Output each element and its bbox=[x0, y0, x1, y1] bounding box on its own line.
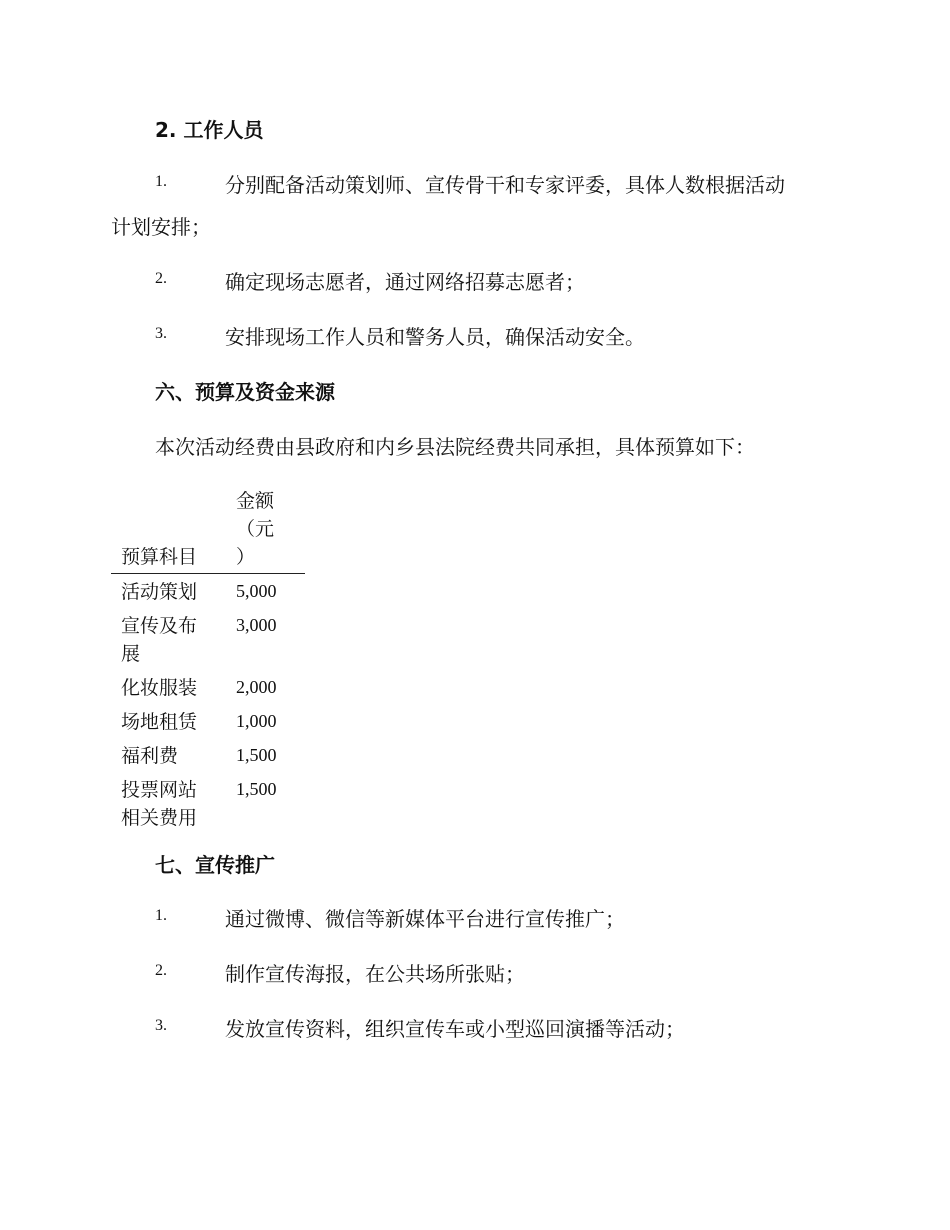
list-item-number: 1. bbox=[155, 907, 167, 924]
table-cell-amount: 1,000 bbox=[236, 711, 277, 731]
list-item-number: 1. bbox=[155, 173, 167, 190]
section-heading-staff: 2. 工作人员 bbox=[155, 118, 264, 142]
table-cell-item: 宣传及布 bbox=[121, 615, 198, 637]
list-item-text: 安排现场工作人员和警务人员，确保活动安全。 bbox=[225, 325, 645, 349]
table-cell-amount: 2,000 bbox=[236, 677, 277, 697]
budget-intro-paragraph: 本次活动经费由县政府和内乡县法院经费共同承担，具体预算如下： bbox=[155, 435, 755, 459]
section-heading-budget: 六、预算及资金来源 bbox=[155, 380, 335, 404]
list-item-text: 制作宣传海报，在公共场所张贴； bbox=[225, 962, 525, 986]
list-item-number: 2. bbox=[155, 270, 167, 287]
section-heading-promotion: 七、宣传推广 bbox=[155, 853, 275, 877]
list-item-text: 确定现场志愿者，通过网络招募志愿者； bbox=[225, 270, 585, 294]
table-cell-item: 活动策划 bbox=[121, 581, 198, 603]
table-cell-item: 投票网站 bbox=[121, 779, 198, 801]
list-item-number: 3. bbox=[155, 1017, 167, 1034]
table-cell-amount: 5,000 bbox=[236, 581, 277, 601]
table-cell-amount: 3,000 bbox=[236, 615, 277, 635]
table-header-amount: （元 bbox=[236, 518, 275, 540]
list-item-text-continuation: 计划安排； bbox=[111, 215, 211, 239]
table-cell-item: 福利费 bbox=[121, 745, 179, 767]
list-item-text: 分别配备活动策划师、宣传骨干和专家评委，具体人数根据活动 bbox=[225, 173, 785, 197]
list-item-text: 通过微博、微信等新媒体平台进行宣传推广； bbox=[225, 907, 625, 931]
table-cell-item: 场地租赁 bbox=[121, 711, 198, 733]
table-header-amount: 金额 bbox=[236, 490, 275, 512]
list-item-number: 3. bbox=[155, 325, 167, 342]
table-cell-item: 相关费用 bbox=[121, 807, 198, 829]
table-cell-item: 展 bbox=[121, 643, 141, 665]
table-cell-item: 化妆服装 bbox=[121, 677, 198, 699]
table-header-rule bbox=[111, 573, 305, 574]
list-item-number: 2. bbox=[155, 962, 167, 979]
list-item-text: 发放宣传资料，组织宣传车或小型巡回演播等活动； bbox=[225, 1017, 685, 1041]
table-header-amount: ） bbox=[236, 546, 256, 568]
table-cell-amount: 1,500 bbox=[236, 745, 277, 765]
table-header-item: 预算科目 bbox=[121, 546, 198, 568]
table-cell-amount: 1,500 bbox=[236, 779, 277, 799]
